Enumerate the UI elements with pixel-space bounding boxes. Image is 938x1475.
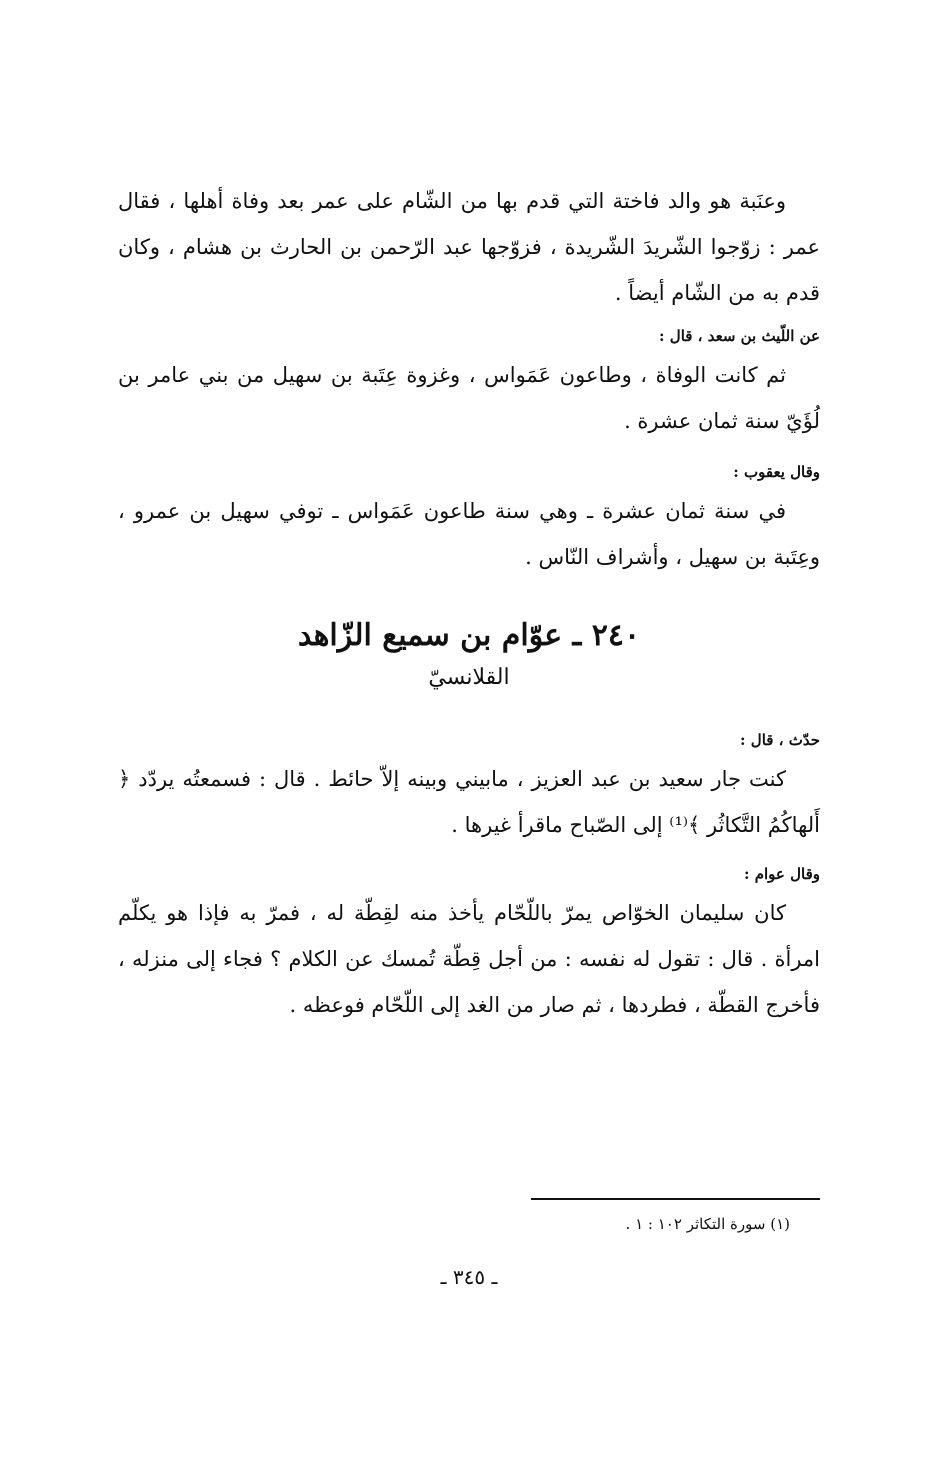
text-block-4 <box>118 728 820 848</box>
text-block-5 <box>118 862 820 1028</box>
paragraph-sulayman: كان سليمان الخوّاص يمرّ باللّحّام يأخذ منه لقِطّة له ، فمرّ به فإذا هو يكلّم امرأة . قال : تقول له نفسه : من أجل قِطّة تُمسك عن الكلام ؟ فجاء إلى منزله ، فأخرج القطّة ، فطردها ، ثم صار من الغد إلى اللّحّام فوعظه . <box>118 901 820 1017</box>
paragraph-sana: في سنة ثمان عشرة ـ وهي سنة طاعون عَمَواس ـ توفي سهيل بن عمرو ، وعِتَبة بن سهيل ، وأشراف النّاس . <box>118 499 820 569</box>
narrator-label-yaqub: وقال يعقوب : <box>733 463 820 481</box>
section-subtitle: القلانسيّ <box>428 665 510 690</box>
text-block-3 <box>118 460 820 580</box>
narrator-label-layth: عن اللّيث بن سعد ، قال : <box>659 327 820 345</box>
footnote: (١) سورة التكاثر ١٠٢ : ١ . <box>625 1215 790 1233</box>
narrator-label-haddath: حدّث ، قال : <box>740 731 820 749</box>
paragraph-jar: كنت جار سعيد بن عبد العزيز ، مابيني وبينه إلاّ حائط . قال : فسمعتُه يردّد ﴿ أَلهاكُمُ التَّكاثُر ﴾⁽¹⁾ إلى الصّباح ماقرأ غيرها . <box>118 767 820 837</box>
paragraph-fakhita: وعنَبة هو والد فاختة التي قدم بها من الشّام على عمر بعد وفاة أهلها ، فقال عمر : زوّجوا الشّريدَ الشّريدة ، فزوّجها عبد الرّحمن بن الحارث بن هشام ، وكان قدم به من الشّام أيضاً . <box>118 189 820 305</box>
footnote-divider <box>531 1198 820 1200</box>
narrator-label-awwam: وقال عوام : <box>743 865 820 883</box>
text-block-1 <box>118 178 820 316</box>
page-number: ـ ٣٤٥ ـ <box>440 1265 498 1289</box>
text-block-2 <box>118 324 820 444</box>
section-heading <box>0 616 938 694</box>
section-title: ٢٤٠ ـ عوّام بن سميع الزّاهد <box>297 618 641 653</box>
paragraph-wafat: ثم كانت الوفاة ، وطاعون عَمَواس ، وغزوة عِتَبة بن سهيل من بني عامر بن لُؤَيّ سنة ثمان عشرة . <box>118 363 820 433</box>
